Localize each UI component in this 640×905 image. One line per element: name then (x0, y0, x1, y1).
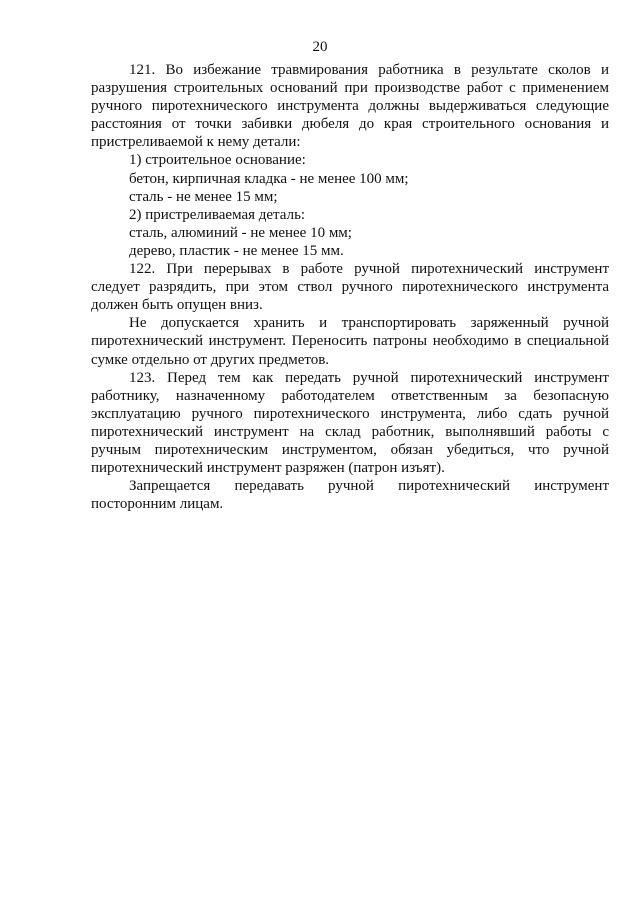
list-item-wood-plastic: дерево, пластик - не менее 15 мм. (129, 242, 344, 259)
list-item-steel-aluminum: сталь, алюминий - не менее 10 мм; (129, 224, 352, 241)
paragraph-122: 122. При перерывах в работе ручной пиротехнический инструмент следует разрядить, при этом ствол ручного пиротехнического инструмента должен быть опущен вниз. (91, 261, 609, 314)
list-item-base-title: 1) строительное основание: (129, 152, 306, 169)
paragraph-123: 123. Перед тем как передать ручной пиротехнический инструмент работнику, назначенному работодателем ответственным за безопасную эксплуатацию ручного пиротехнического инструмента, либо сдать ручной пиротехнический инструмент на склад работник, выполнявший работы с ручным пиротехническим инструментом, обязан убедиться, что ручной пиротехнический инструмент разряжен (патрон изъят). (91, 369, 609, 477)
document-body (91, 61, 609, 513)
paragraph-123-prohibition: Запрещается передавать ручной пиротехнический инструмент посторонним лицам. (91, 478, 609, 513)
list-item-steel-base: сталь - не менее 15 мм; (129, 188, 278, 205)
paragraph-121: 121. Во избежание травмирования работника в результате сколов и разрушения строительных оснований при производстве работ с применением ручного пиротехнического инструмента должны выдерживаться следующие расстояния от точки забивки дюбеля до края строительного основания и пристреливаемой к нему детали: (91, 62, 609, 151)
paragraph-122-prohibition: Не допускается хранить и транспортировать заряженный ручной пиротехнический инструмент. Переносить патроны необходимо в специальной сумке отдельно от других предметов. (91, 315, 609, 368)
list-item-part-title: 2) пристреливаемая деталь: (129, 206, 306, 223)
page-number: 20 (312, 39, 328, 55)
list-item-concrete: бетон, кирпичная кладка - не менее 100 мм; (129, 170, 409, 187)
